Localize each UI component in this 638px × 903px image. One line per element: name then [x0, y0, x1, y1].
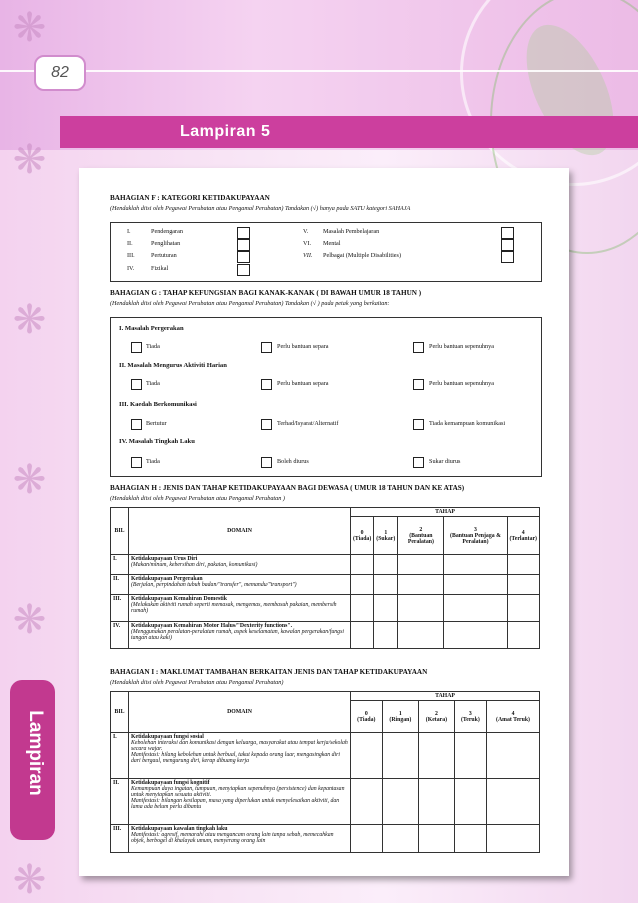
rating-cell[interactable] — [382, 779, 419, 825]
option-checkbox[interactable] — [413, 419, 424, 430]
table-row — [111, 733, 540, 779]
option-checkbox[interactable] — [131, 379, 142, 390]
rating-cell[interactable] — [419, 825, 455, 853]
option-checkbox[interactable] — [413, 379, 424, 390]
option-checkbox[interactable] — [261, 342, 272, 353]
category-checkbox[interactable] — [237, 239, 250, 251]
table-row — [111, 595, 540, 622]
row-bil: IV. — [111, 622, 129, 649]
row-domain: Ketidakupayaan Kemahiran Motor Halus/"Dexterity functions". (Menggunakan peralatan-peralatan rumah, aspek keselamatan, kawalan pergerakan/fungsi tangan atau kaki) — [129, 622, 351, 649]
floral-ornament-icon: ❋ — [12, 857, 47, 902]
table-row — [111, 555, 540, 575]
category-label: Penglihatan — [151, 240, 181, 247]
row-domain: Ketidakupayaan Urus Diri (Makan/minum, kebersihan diri, pakaian, komunikasi) — [129, 555, 351, 575]
option-label: Perlu bantuan sepenuhnya — [429, 380, 494, 387]
option-checkbox[interactable] — [131, 419, 142, 430]
rating-cell[interactable] — [444, 622, 507, 649]
row-bil: I. — [111, 555, 129, 575]
rating-cell[interactable] — [454, 733, 486, 779]
rating-cell[interactable] — [444, 555, 507, 575]
level-header: 3 (Teruk) — [454, 701, 486, 733]
level-header: 2 (Bantuan Peralatan) — [398, 517, 444, 555]
col-tahap-header: TAHAP — [351, 508, 540, 517]
option-label: Tiada — [146, 343, 160, 350]
category-num: II. — [127, 240, 133, 247]
row-bil: I. — [111, 733, 129, 779]
rating-cell[interactable] — [419, 779, 455, 825]
level-header: 4 (Amat Teruk) — [487, 701, 540, 733]
category-label: Masalah Pembelajaran — [323, 228, 380, 235]
rating-cell[interactable] — [351, 779, 383, 825]
section-g-title: BAHAGIAN G : TAHAP KEFUNGSIAN BAGI KANAK-KANAK ( DI BAWAH UMUR 18 TAHUN ) — [110, 289, 422, 297]
option-label: Sukar diurus — [429, 458, 461, 465]
option-checkbox[interactable] — [413, 342, 424, 353]
group-heading: I. Masalah Pergerakan — [119, 325, 184, 332]
row-domain: Ketidakupayaan fungsi kognitif Kemampuan daya ingatan, tumpuan, menyiapkan sepenuhnya (persistence) dan kepantasan untuk menyiapkan sesuatu aktiviti. Manifestasi: bilangan kesilapan, masa yang diperlukan untuk menyelesaikan aktiviti, dan lama ada belum perlu dibantu — [129, 779, 351, 825]
option-checkbox[interactable] — [413, 457, 424, 468]
row-domain: Ketidakupayaan Kemahiran Domestik (Melakukan aktiviti rumah seperti memasak, mengemas, membasuh pakaian, membersih rumah) — [129, 595, 351, 622]
rating-cell[interactable] — [507, 555, 540, 575]
row-domain: Ketidakupayaan Pergerakan (Berjalan, perpindahan tubuh badan/"transfer", memandu/"transport") — [129, 575, 351, 595]
level-header: 3 (Bantuan Penjaga & Peralatan) — [444, 517, 507, 555]
rating-cell[interactable] — [374, 622, 398, 649]
col-tahap-header: TAHAP — [351, 692, 540, 701]
section-f-title: BAHAGIAN F : KATEGORI KETIDAKUPAYAAN — [110, 194, 270, 202]
option-label: Tiada — [146, 458, 160, 465]
row-bil: II. — [111, 779, 129, 825]
rating-cell[interactable] — [351, 555, 374, 575]
rating-cell[interactable] — [382, 733, 419, 779]
option-label: Perlu bantuan separa — [277, 343, 329, 350]
col-bil-header: BIL — [111, 692, 129, 733]
section-f-subtitle: (Hendaklah diisi oleh Pegawai Perubatan atau Pengamal Perubatan) Tandakan (√) hanya pada SATU kategori SAHAJA — [110, 205, 411, 212]
rating-cell[interactable] — [487, 825, 540, 853]
rating-cell[interactable] — [444, 575, 507, 595]
category-label: Mental — [323, 240, 341, 247]
rating-cell[interactable] — [382, 825, 419, 853]
category-num: IV. — [127, 265, 135, 272]
rating-cell[interactable] — [454, 779, 486, 825]
category-checkbox[interactable] — [237, 264, 250, 276]
group-heading: IV. Masalah Tingkah Laku — [119, 438, 195, 445]
rating-cell[interactable] — [487, 779, 540, 825]
option-label: Perlu bantuan sepenuhnya — [429, 343, 494, 350]
level-header: 2 (Ketara) — [419, 701, 455, 733]
level-header: 1 (Ringan) — [382, 701, 419, 733]
table-row — [111, 779, 540, 825]
section-h-title: BAHAGIAN H : JENIS DAN TAHAP KETIDAKUPAYAAN BAGI DEWASA ( UMUR 18 TAHUN DAN KE ATAS) — [110, 484, 465, 492]
option-checkbox[interactable] — [131, 457, 142, 468]
option-label: Tiada — [146, 380, 160, 387]
rating-cell[interactable] — [398, 555, 444, 575]
title-banner — [60, 116, 638, 148]
floral-ornament-icon: ❋ — [12, 5, 47, 50]
col-domain-header: DOMAIN — [129, 508, 351, 555]
banner-title: Lampiran 5 — [180, 123, 271, 140]
rating-cell[interactable] — [351, 575, 374, 595]
row-bil: III. — [111, 825, 129, 853]
col-domain-header: DOMAIN — [129, 692, 351, 733]
level-header: 4 (Terlantar) — [507, 517, 540, 555]
category-num: VI. — [303, 240, 312, 247]
category-num: V. — [303, 228, 309, 235]
category-checkbox[interactable] — [237, 227, 250, 239]
option-label: Bertutur — [146, 420, 167, 427]
rating-cell[interactable] — [351, 825, 383, 853]
col-bil-header: BIL — [111, 508, 129, 555]
rating-cell[interactable] — [398, 575, 444, 595]
option-checkbox[interactable] — [261, 457, 272, 468]
rating-cell[interactable] — [374, 575, 398, 595]
rating-cell[interactable] — [419, 733, 455, 779]
category-label: Pelbagai (Multiple Disabilities) — [323, 252, 402, 259]
rating-cell[interactable] — [351, 733, 383, 779]
row-domain: Ketidakupayaan fungsi sosial Kebolehan interaksi dan komunikasi dengan keluarga, masyarakat atau tempat kerja/sekolah secara wajar. Manifestasi: hilang kebolehan untuk berbual, takut kepada orang luar, mengasingkan diri dari bergaul, mengurung diri, kerap dibuang kerja — [129, 733, 351, 779]
floral-ornament-icon: ❋ — [12, 297, 47, 342]
rating-cell[interactable] — [374, 555, 398, 575]
rating-cell[interactable] — [444, 595, 507, 622]
section-h-subtitle: (Hendaklah diisi oleh Pegawai Perubatan atau Pengamal Perubatan ) — [110, 495, 285, 502]
category-checkbox[interactable] — [501, 251, 514, 263]
row-bil: II. — [111, 575, 129, 595]
option-label: Boleh diurus — [277, 458, 309, 465]
rating-cell[interactable] — [507, 595, 540, 622]
section-g-subtitle: (Hendaklah diisi oleh Pegawai Perubatan atau Pengamal Perubatan) Tandakan (√ ) pada petak yang berkaitan: — [110, 300, 390, 307]
option-label: Perlu bantuan separa — [277, 380, 329, 387]
rating-cell[interactable] — [398, 595, 444, 622]
header-divider — [0, 70, 638, 72]
row-bil: III. — [111, 595, 129, 622]
group-heading: II. Masalah Mengurus Aktiviti Harian — [119, 362, 227, 369]
form-document — [79, 168, 569, 876]
table-row — [111, 825, 540, 853]
floral-ornament-icon: ❋ — [12, 597, 47, 642]
level-header: 0 (Tiada) — [351, 517, 374, 555]
level-header: 1 (Sukar) — [374, 517, 398, 555]
floral-ornament-icon: ❋ — [12, 457, 47, 502]
page-number: 82 — [34, 55, 86, 91]
rating-cell[interactable] — [454, 825, 486, 853]
side-tab — [10, 680, 55, 840]
table-row — [111, 575, 540, 595]
category-label: Fizikal — [151, 265, 169, 272]
category-num: I. — [127, 228, 131, 235]
section-i-subtitle: (Hendaklah diisi oleh Pegawai Perubatan atau Pengamal Perubatan) — [110, 679, 284, 686]
row-domain: Ketidakupayaan kawalan tingkah laku Manifestasi: agresif, memarahi atau mengancam orang lain tanpa sebab, memecahkan objek, berbogel di khalayak umum, menyerang orang lain — [129, 825, 351, 853]
group-heading: III. Kaedah Berkomunikasi — [119, 401, 197, 408]
rating-cell[interactable] — [398, 622, 444, 649]
rating-cell[interactable] — [351, 595, 374, 622]
category-checkbox[interactable] — [501, 239, 514, 251]
side-tab-label: Lampiran — [25, 710, 46, 796]
option-label: Terhad/Isyarat/Alternatif — [277, 420, 339, 427]
rating-cell[interactable] — [487, 733, 540, 779]
option-checkbox[interactable] — [131, 342, 142, 353]
category-label: Pendengaran — [151, 228, 183, 235]
category-checkbox[interactable] — [237, 251, 250, 263]
option-checkbox[interactable] — [261, 379, 272, 390]
floral-ornament-icon: ❋ — [12, 137, 47, 182]
level-header: 0 (Tiada) — [351, 701, 383, 733]
option-label: Tiada kemampuan komunikasi — [429, 420, 506, 427]
rating-cell[interactable] — [351, 622, 374, 649]
rating-cell[interactable] — [507, 575, 540, 595]
rating-cell[interactable] — [507, 622, 540, 649]
category-label: Pertuturan — [151, 252, 177, 259]
table-row — [111, 622, 540, 649]
section-i-title: BAHAGIAN I : MAKLUMAT TAMBAHAN BERKAITAN JENIS DAN TAHAP KETIDAKUPAYAAN — [110, 668, 428, 676]
section-f-box — [110, 222, 542, 282]
section-g-box — [110, 317, 542, 477]
category-num: VII. — [303, 252, 313, 259]
section-i-table — [110, 691, 540, 853]
option-checkbox[interactable] — [261, 419, 272, 430]
category-checkbox[interactable] — [501, 227, 514, 239]
category-num: III. — [127, 252, 135, 259]
rating-cell[interactable] — [374, 595, 398, 622]
section-h-table — [110, 507, 540, 649]
